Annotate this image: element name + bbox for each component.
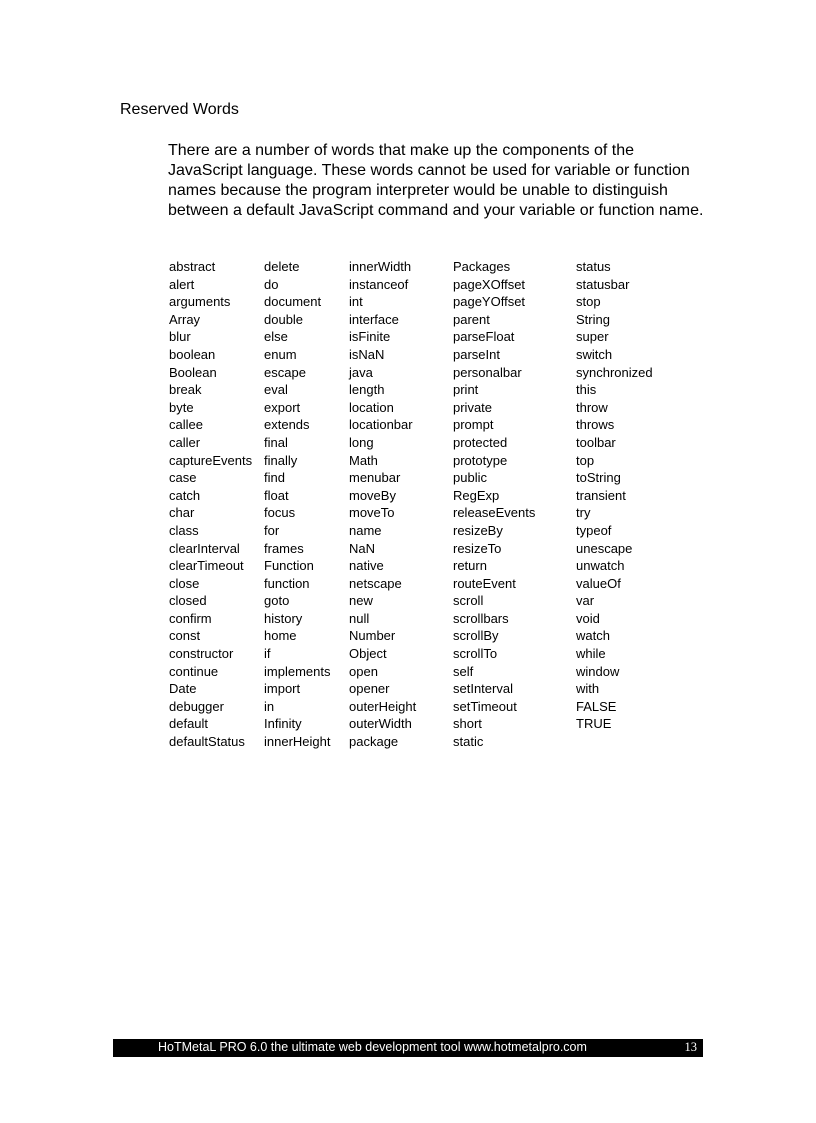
reserved-word: if <box>264 646 271 662</box>
reserved-word: open <box>349 663 378 679</box>
reserved-word: static <box>453 734 484 750</box>
reserved-word: NaN <box>349 540 376 556</box>
reserved-word: caller <box>169 434 201 450</box>
reserved-word: throw <box>576 399 608 415</box>
reserved-word: location <box>349 399 394 415</box>
word-column-1 <box>169 258 264 751</box>
reserved-word: innerWidth <box>349 259 412 274</box>
reserved-word: protected <box>453 434 508 450</box>
section-title: Reserved Words <box>120 101 239 118</box>
reserved-word: short <box>453 716 482 732</box>
reserved-word: scrollbars <box>453 610 509 626</box>
reserved-word: constructor <box>169 646 234 662</box>
reserved-word: Object <box>349 646 387 662</box>
reserved-word: java <box>349 364 373 380</box>
reserved-word: callee <box>169 417 203 433</box>
reserved-word: opener <box>349 681 390 697</box>
reserved-word: with <box>576 681 600 697</box>
reserved-word: routeEvent <box>453 575 516 591</box>
reserved-word: implements <box>264 663 331 679</box>
reserved-word: delete <box>264 259 300 274</box>
reserved-word: toolbar <box>576 434 616 450</box>
reserved-word: case <box>169 470 197 486</box>
reserved-word: defaultStatus <box>169 734 245 750</box>
reserved-word: top <box>576 452 595 468</box>
reserved-word: clearTimeout <box>169 558 244 574</box>
reserved-word: clearInterval <box>169 540 240 556</box>
reserved-word: byte <box>169 399 194 415</box>
reserved-word: String <box>576 311 610 327</box>
reserved-word: typeof <box>576 522 612 538</box>
reserved-word: instanceof <box>349 276 409 292</box>
reserved-word: native <box>349 558 384 574</box>
reserved-word: frames <box>264 540 304 556</box>
reserved-word: escape <box>264 364 306 380</box>
reserved-word: setInterval <box>453 681 513 697</box>
reserved-word: while <box>576 646 606 662</box>
reserved-word: finally <box>264 452 298 468</box>
reserved-word: document <box>264 294 322 310</box>
reserved-word: toString <box>576 470 621 486</box>
reserved-word: scrollTo <box>453 646 498 662</box>
word-column-3 <box>349 258 453 751</box>
reserved-word: moveTo <box>349 505 395 521</box>
reserved-word: confirm <box>169 610 212 626</box>
reserved-word: outerWidth <box>349 716 412 732</box>
reserved-word: enum <box>264 346 297 362</box>
reserved-word: scrollBy <box>453 628 499 644</box>
reserved-word: Boolean <box>169 364 217 380</box>
reserved-word: scroll <box>453 593 484 609</box>
intro-paragraph: There are a number of words that make up the components of the JavaScript language. These words cannot be used for variable or function names because the program interpreter would be unable to distinguish between a default JavaScript command and your variable or function name. <box>168 142 704 219</box>
page-footer <box>113 1039 703 1057</box>
reserved-word: window <box>576 663 620 679</box>
reserved-word: resizeTo <box>453 540 502 556</box>
reserved-word: arguments <box>169 294 231 310</box>
reserved-word: catch <box>169 487 201 503</box>
reserved-word: prompt <box>453 417 494 433</box>
reserved-word: Array <box>169 311 201 327</box>
reserved-word: releaseEvents <box>453 505 536 521</box>
reserved-word: transient <box>576 487 626 503</box>
reserved-word: const <box>169 628 201 644</box>
reserved-word: goto <box>264 593 290 609</box>
reserved-word: parseFloat <box>453 329 515 345</box>
reserved-word: export <box>264 399 301 415</box>
reserved-word: unescape <box>576 540 633 556</box>
reserved-word: captureEvents <box>169 452 253 468</box>
reserved-word: switch <box>576 346 613 362</box>
reserved-word: locationbar <box>349 417 413 433</box>
reserved-word: statusbar <box>576 276 630 292</box>
word-column-4 <box>453 258 576 751</box>
reserved-word: Number <box>349 628 396 644</box>
reserved-word: pageYOffset <box>453 294 526 310</box>
reserved-word: self <box>453 663 474 679</box>
reserved-word: parseInt <box>453 346 500 362</box>
reserved-word: import <box>264 681 301 697</box>
reserved-word: double <box>264 311 304 327</box>
reserved-word: home <box>264 628 297 644</box>
word-column-2 <box>264 258 349 751</box>
reserved-word: function <box>264 575 310 591</box>
reserved-word: interface <box>349 311 399 327</box>
reserved-word: void <box>576 610 600 626</box>
word-column-5 <box>576 258 686 751</box>
reserved-word: isNaN <box>349 346 385 362</box>
reserved-word: pageXOffset <box>453 276 526 292</box>
reserved-word: focus <box>264 505 296 521</box>
reserved-word: break <box>169 382 202 398</box>
reserved-word: name <box>349 522 382 538</box>
reserved-word: package <box>349 734 399 750</box>
reserved-word: super <box>576 329 609 345</box>
reserved-word: throws <box>576 417 615 433</box>
reserved-word: history <box>264 610 303 626</box>
reserved-word: new <box>349 593 373 609</box>
reserved-word: find <box>264 470 285 486</box>
reserved-word: eval <box>264 382 288 398</box>
reserved-word: Math <box>349 452 378 468</box>
reserved-word: blur <box>169 329 191 345</box>
reserved-word: isFinite <box>349 329 391 345</box>
reserved-word: setTimeout <box>453 698 517 714</box>
reserved-word: return <box>453 558 487 574</box>
reserved-word: Function <box>264 558 314 574</box>
reserved-word: length <box>349 382 385 398</box>
reserved-word: parent <box>453 311 490 327</box>
reserved-words-table <box>169 258 686 751</box>
reserved-word: outerHeight <box>349 698 417 714</box>
reserved-word: abstract <box>169 259 216 274</box>
reserved-word: var <box>576 593 595 609</box>
reserved-word: watch <box>576 628 610 644</box>
reserved-word: Infinity <box>264 716 302 732</box>
reserved-word: char <box>169 505 195 521</box>
footer-text: HoTMetaL PRO 6.0 the ultimate web development tool www.hotmetalpro.com <box>158 1040 587 1054</box>
reserved-word: else <box>264 329 288 345</box>
reserved-word: RegExp <box>453 487 500 503</box>
reserved-word: innerHeight <box>264 734 331 750</box>
reserved-word: for <box>264 522 280 538</box>
reserved-word: Date <box>169 681 197 697</box>
reserved-word: do <box>264 276 279 292</box>
reserved-word: unwatch <box>576 558 625 574</box>
reserved-word: try <box>576 505 591 521</box>
reserved-word: valueOf <box>576 575 621 591</box>
reserved-word: debugger <box>169 698 224 714</box>
reserved-word: long <box>349 434 374 450</box>
reserved-word: closed <box>169 593 207 609</box>
reserved-word: prototype <box>453 452 508 468</box>
reserved-word: Packages <box>453 259 511 274</box>
reserved-word: boolean <box>169 346 216 362</box>
page-number: 13 <box>684 1040 697 1054</box>
reserved-word: null <box>349 610 370 626</box>
reserved-word: resizeBy <box>453 522 503 538</box>
reserved-word: menubar <box>349 470 401 486</box>
reserved-word: default <box>169 716 209 732</box>
reserved-word: int <box>349 294 363 310</box>
reserved-word: alert <box>169 276 195 292</box>
reserved-word: synchronized <box>576 364 653 380</box>
reserved-word: status <box>576 259 611 274</box>
reserved-word: private <box>453 399 493 415</box>
reserved-word: print <box>453 382 479 398</box>
reserved-word: extends <box>264 417 310 433</box>
reserved-word: moveBy <box>349 487 396 503</box>
reserved-word: stop <box>576 294 601 310</box>
reserved-word: netscape <box>349 575 402 591</box>
reserved-word: in <box>264 698 275 714</box>
reserved-word: final <box>264 434 288 450</box>
reserved-word: this <box>576 382 597 398</box>
reserved-word: FALSE <box>576 698 617 714</box>
reserved-word: float <box>264 487 289 503</box>
reserved-word: close <box>169 575 200 591</box>
reserved-word: public <box>453 470 487 486</box>
reserved-word: class <box>169 522 199 538</box>
reserved-word: continue <box>169 663 219 679</box>
reserved-word: TRUE <box>576 716 612 732</box>
reserved-word: personalbar <box>453 364 522 380</box>
